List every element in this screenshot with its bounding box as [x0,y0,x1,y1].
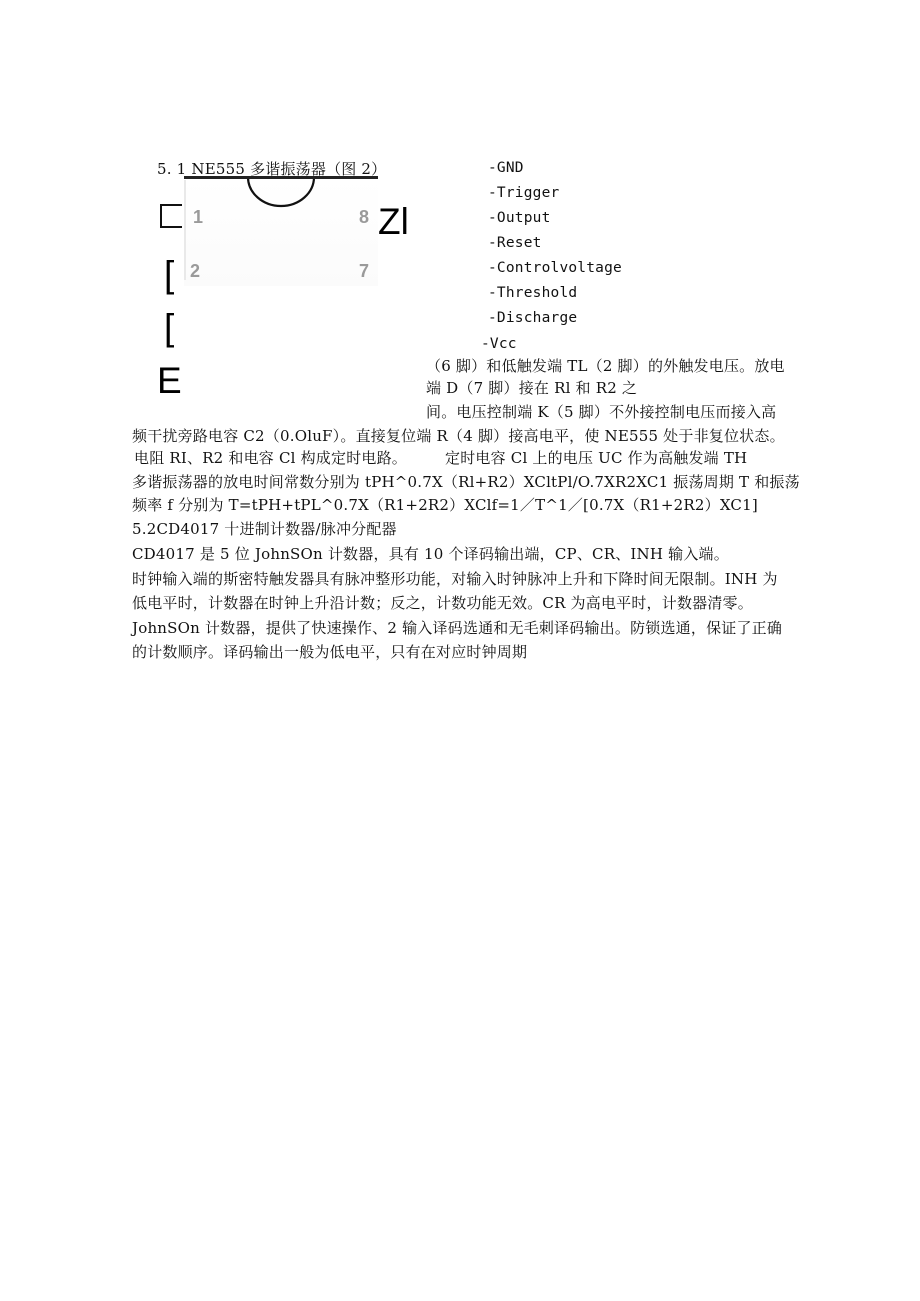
pin-1-label: 1 [193,207,204,227]
text-line: 低电平时，计数器在时钟上升沿计数；反之，计数功能无效。CR 为高电平时，计数器清零。 [132,594,753,612]
text-line: 时钟输入端的斯密特触发器具有脉冲整形功能，对输入时钟脉冲上升和下降时间无限制。INH 为 [132,570,778,588]
text-line: 频率 f 分别为 T=tPH+tPL^0.7X（R1+2R2）XClf=1／T^1／[0.7X（R1+2R2）XC1] [132,496,758,514]
pin-label-threshold: -Threshold [488,285,578,301]
bracket-box-icon [160,204,182,228]
pin-label-controlvoltage: -Controlvoltage [488,260,622,276]
pin-8-label: 8 [359,207,370,227]
pin-2-label: 2 [190,261,201,281]
bracket-mark-2: [ [164,307,175,348]
text-line: 的计数顺序。译码输出一般为低电平，只有在对应时钟周期 [132,643,528,661]
pin-label-discharge: -Discharge [488,310,578,326]
section-heading-2: 5.2CD4017 十进制计数器/脉冲分配器 [132,520,397,538]
text-line: JohnSOn 计数器，提供了快速操作、2 输入译码选通和无毛刺译码输出。防锁选通，保证了正确 [132,619,783,637]
pin-label-output: -Output [488,210,551,226]
text-line: 电阻 RI、R2 和电容 Cl 构成定时电路。 [134,449,408,467]
letter-mark-zl: Zl [378,201,409,242]
text-line: 频干扰旁路电容 C2（0.OluF）。直接复位端 R（4 脚）接高电平，使 NE555 处于非复位状态。 [132,427,785,445]
pin-label-trigger: -Trigger [488,185,560,201]
text-line: 间。电压控制端 K（5 脚）不外接控制电压而接入高 [426,403,777,421]
pin-label-gnd: -GND [488,160,524,176]
pin-label-reset: -Reset [488,235,542,251]
letter-mark-e: E [157,360,182,401]
text-line: 定时电容 Cl 上的电压 UC 作为高触发端 TH [445,449,748,467]
text-line: CD4017 是 5 位 JohnSOn 计数器，具有 10 个译码输出端，CP、CR、INH 输入端。 [132,545,729,563]
text-line: 多谐振荡器的放电时间常数分别为 tPH^0.7X（Rl+R2）XCltPl/O.7XR2XC1 振荡周期 T 和振荡 [132,473,800,491]
pin-label-vcc: -Vcc [481,336,517,352]
section-heading: 5. 1 NE555 多谐振荡器（图 2） [157,160,387,178]
text-line: 端 D（7 脚）接在 Rl 和 R2 之 [426,379,638,397]
chip-edge [184,180,186,280]
bracket-mark-1: [ [164,254,175,295]
text-line: （6 脚）和低触发端 TL（2 脚）的外触发电压。放电 [426,357,785,375]
pin-7-label: 7 [359,261,370,281]
